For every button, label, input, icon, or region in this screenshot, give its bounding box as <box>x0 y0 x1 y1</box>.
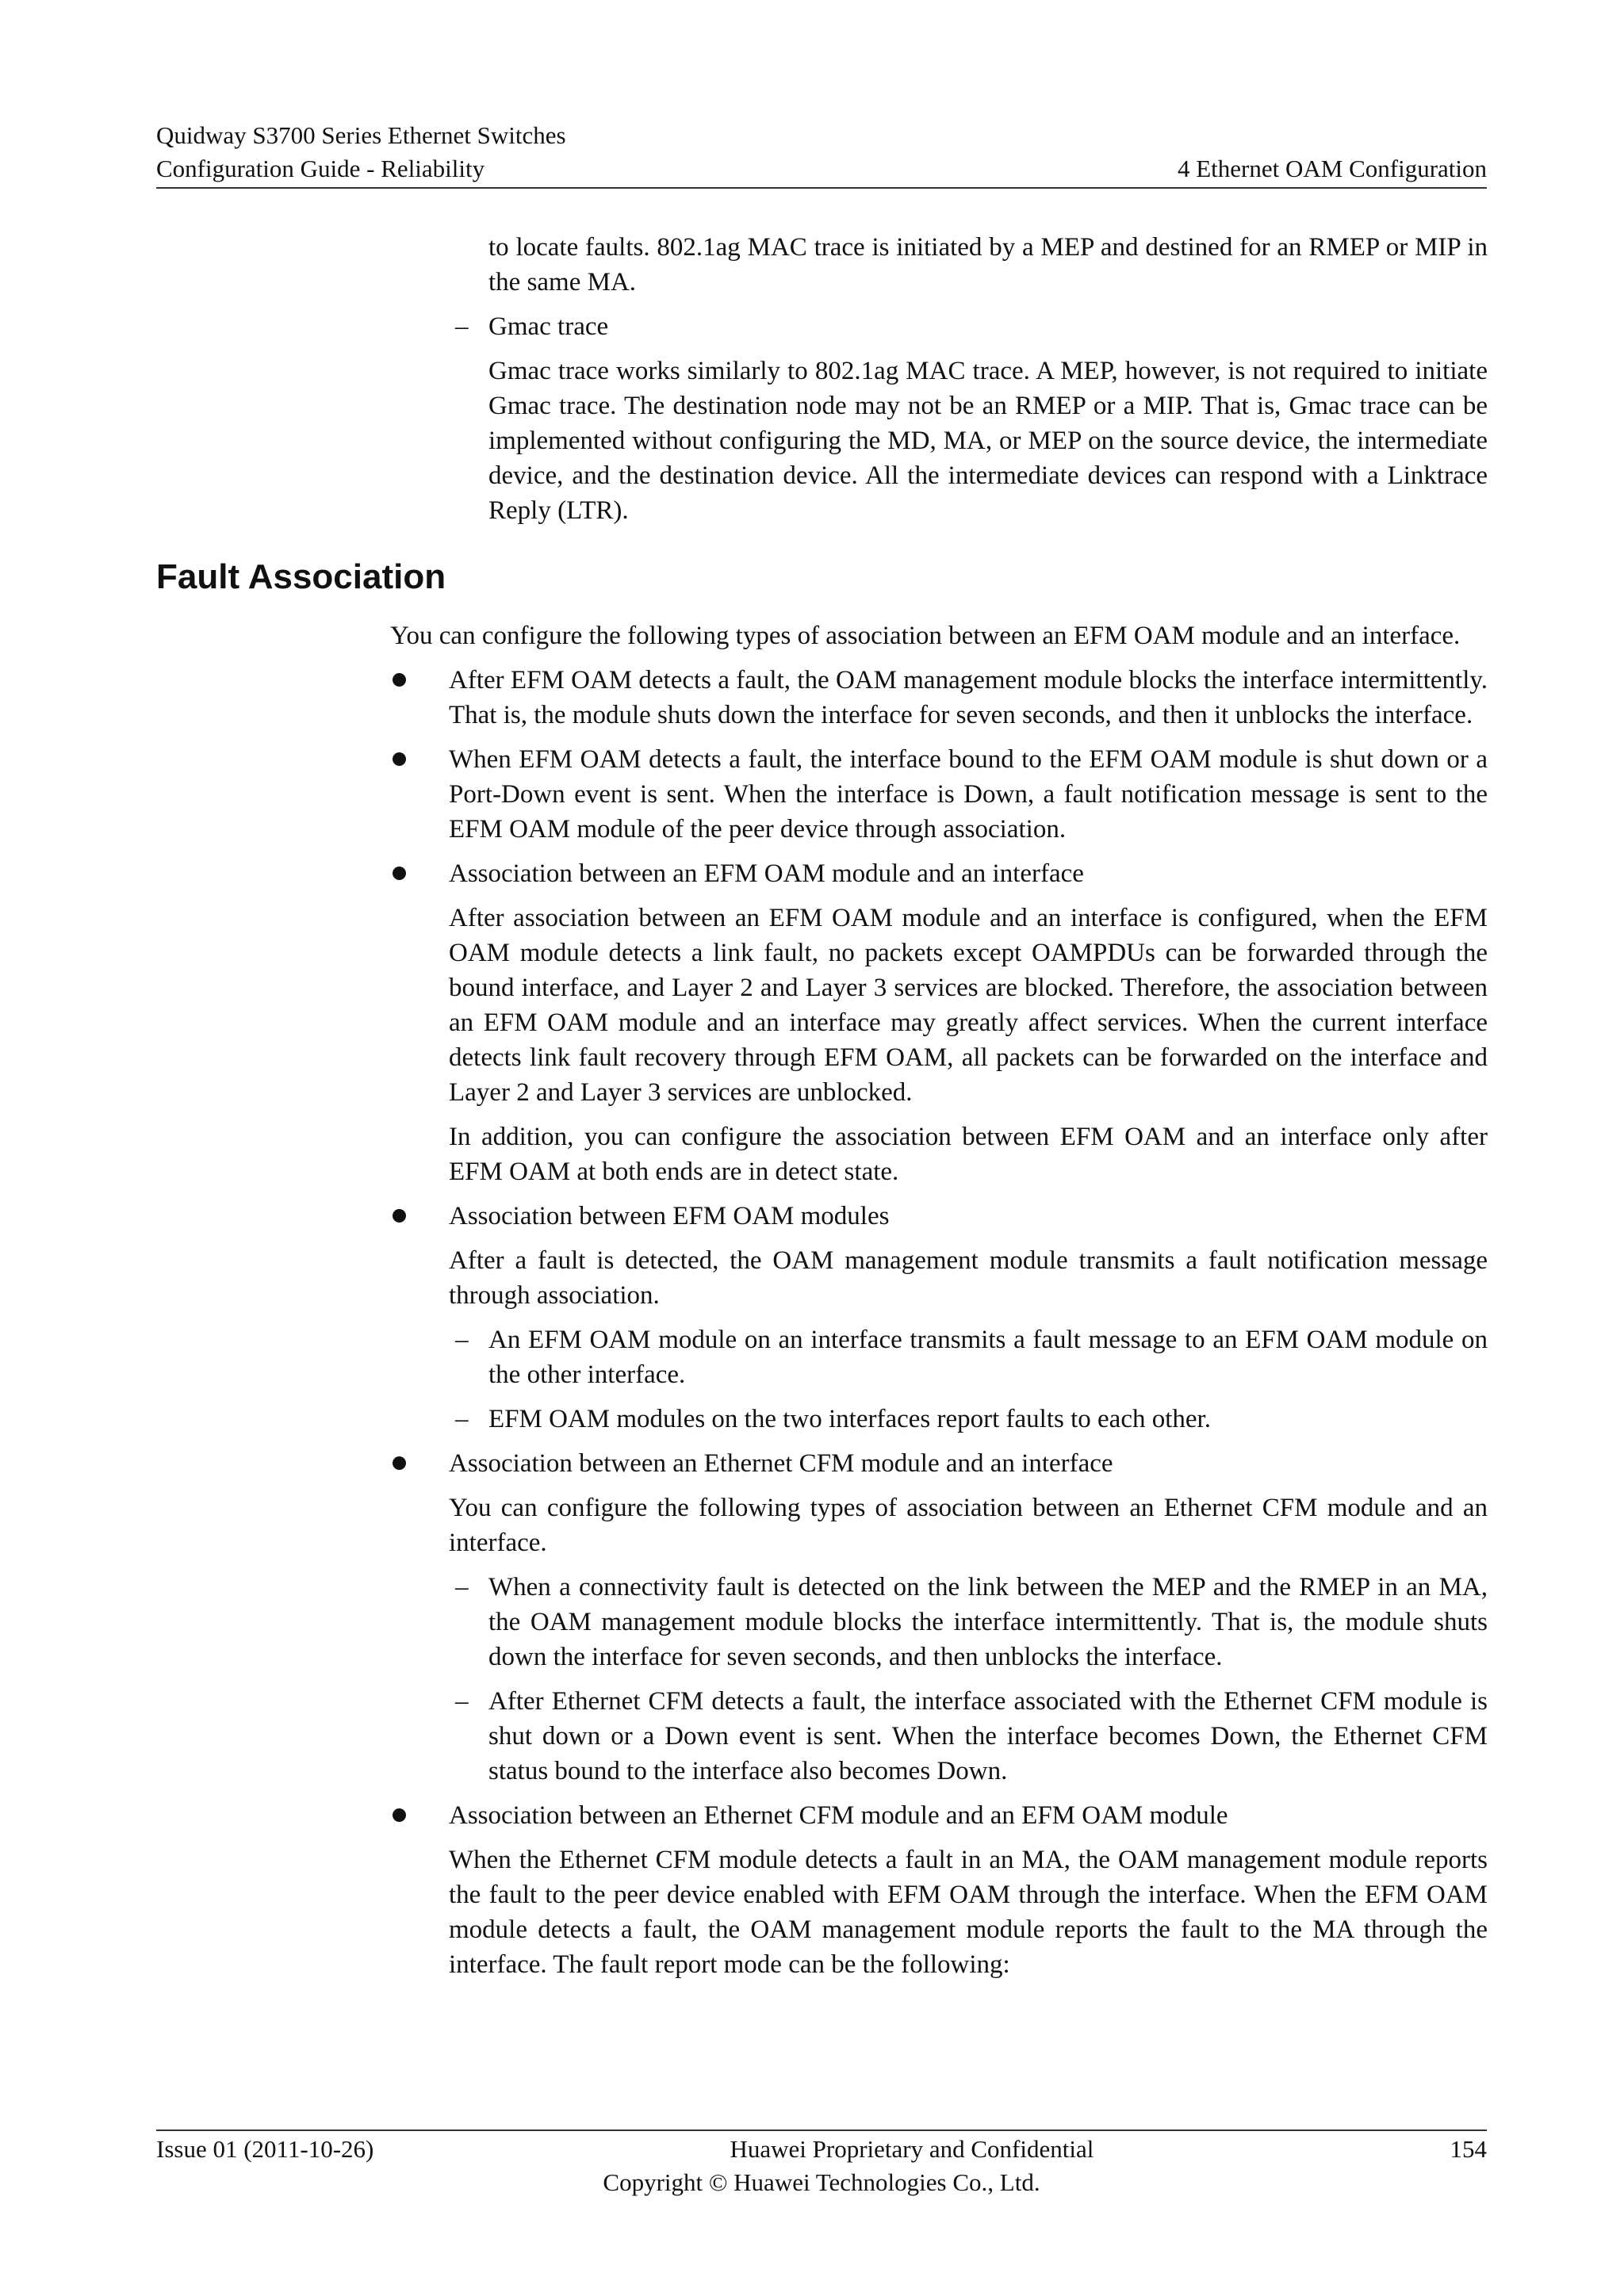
dash-text: When a connectivity fault is detected on the link between the MEP and the RMEP in an MA, the OAM management module blocks the interface intermittently. That is, the module shuts down the interface for seven seconds, and then unblocks the interface. <box>488 1573 1488 1671</box>
bullet-paragraph: After a fault is detected, the OAM management module transmits a fault notification message through association. <box>449 1246 1488 1310</box>
page-footer <box>156 2130 1487 2199</box>
footer-issue: Issue 01 (2011-10-26) <box>156 2135 374 2163</box>
footer-copyright: Copyright © Huawei Technologies Co., Ltd. <box>603 2168 1040 2196</box>
dash-item <box>455 1570 1488 1674</box>
bullet-item <box>449 742 1488 847</box>
continuation-paragraph: to locate faults. 802.1ag MAC trace is initiated by a MEP and destined for an RMEP or MIP in the same MA. <box>488 233 1488 297</box>
header-product: Quidway S3700 Series Ethernet Switches <box>156 121 566 149</box>
dash-marker: – <box>455 1687 469 1716</box>
dash-marker: – <box>455 1573 469 1601</box>
gmac-trace-item <box>455 309 1488 344</box>
gmac-trace-description: Gmac trace works similarly to 802.1ag MAC trace. A MEP, however, is not required to initiate Gmac trace. The destination node may not be an RMEP or a MIP. That is, Gmac trace can be implemented without configuring the MD, MA, or MEP on the source device, the intermediate device, and the destination device. All the intermediate devices can respond with a Linktrace Reply (LTR). <box>488 357 1488 525</box>
bullet-text: When EFM OAM detects a fault, the interface bound to the EFM OAM module is shut down or a Port-Down event is sent. When the interface is Down, a fault notification message is sent to the EFM OAM module of the peer device through association. <box>449 745 1488 844</box>
dash-marker: – <box>455 1326 469 1354</box>
dash-item <box>455 1684 1488 1789</box>
dash-text: EFM OAM modules on the two interfaces report faults to each other. <box>488 1405 1211 1433</box>
bullet-item <box>449 663 1488 733</box>
bullet-text: Association between an Ethernet CFM module and an interface <box>449 1449 1113 1478</box>
bullet-paragraph: You can configure the following types of association between an Ethernet CFM module and an interface. <box>449 1494 1488 1557</box>
dash-item <box>455 1322 1488 1392</box>
bullet-text: Association between EFM OAM modules <box>449 1202 890 1230</box>
section-intro: You can configure the following types of association between an EFM OAM module and an interface. <box>390 622 1461 650</box>
dash-item <box>455 1402 1488 1437</box>
bullet-text: Association between an Ethernet CFM module and an EFM OAM module <box>449 1801 1228 1830</box>
header-chapter: 4 Ethernet OAM Configuration <box>1177 155 1487 182</box>
page-header <box>156 119 1487 189</box>
footer-confidential: Huawei Proprietary and Confidential <box>730 2135 1094 2163</box>
bullet-text: After EFM OAM detects a fault, the OAM management module blocks the interface intermittently. That is, the module shuts down the interface for seven seconds, and then it unblocks the interface. <box>449 666 1488 729</box>
bullet-dot-icon <box>393 1209 406 1223</box>
bullet-dot-icon <box>393 1808 406 1822</box>
header-guide: Configuration Guide - Reliability <box>156 155 485 182</box>
bullet-paragraph: In addition, you can configure the association between EFM OAM and an interface only after EFM OAM at both ends are in detect state. <box>449 1123 1488 1186</box>
bullet-paragraph: After association between an EFM OAM module and an interface is configured, when the EFM OAM module detects a link fault, no packets except OAMPDUs can be forwarded through the bound interface, and Layer 2 and Layer 3 services are blocked. Therefore, the association between an EFM OAM module and an interface may greatly affect services. When the current interface detects link fault recovery through EFM OAM, all packets can be forwarded on the interface and Layer 2 and Layer 3 services are unblocked. <box>449 904 1488 1107</box>
bullet-dot-icon <box>393 867 406 880</box>
dash-marker: – <box>455 312 469 341</box>
bullet-item <box>449 1798 1488 1833</box>
dash-marker: – <box>455 1405 469 1433</box>
bullet-text: Association between an EFM OAM module and an interface <box>449 859 1084 888</box>
document-body <box>0 230 1624 1982</box>
bullet-dot-icon <box>393 752 406 766</box>
bullet-item <box>449 1446 1488 1481</box>
dash-text: After Ethernet CFM detects a fault, the interface associated with the Ethernet CFM module is shut down or a Down event is sent. When the interface becomes Down, the Ethernet CFM status bound to the interface also becomes Down. <box>488 1687 1488 1785</box>
bullet-item <box>449 856 1488 891</box>
gmac-trace-title: Gmac trace <box>488 312 609 341</box>
bullet-paragraph: When the Ethernet CFM module detects a fault in an MA, the OAM management module reports the fault to the peer device enabled with EFM OAM through the interface. When the EFM OAM module detects a fault, the OAM management module reports the fault to the MA through the interface. The fault report mode can be the following: <box>449 1846 1488 1979</box>
bullet-item <box>449 1199 1488 1234</box>
bullet-dot-icon <box>393 673 406 687</box>
footer-page-number: 154 <box>1450 2135 1487 2163</box>
bullet-dot-icon <box>393 1456 406 1470</box>
section-heading: Fault Association <box>156 557 446 596</box>
dash-text: An EFM OAM module on an interface transmits a fault message to an EFM OAM module on the other interface. <box>488 1326 1488 1389</box>
